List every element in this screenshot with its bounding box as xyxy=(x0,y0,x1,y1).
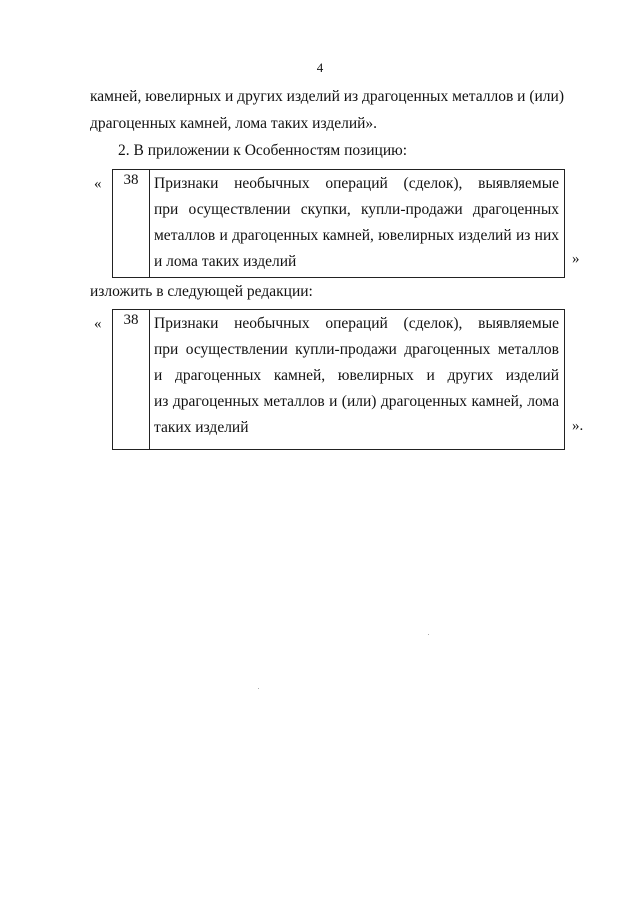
table-2-line-1: Признаки необычных операций (сделок), выявляемые xyxy=(154,315,559,332)
table-2 xyxy=(112,309,565,450)
paragraph-2: 2. В приложении к Особенностям позицию: xyxy=(118,142,408,159)
table-2-close-quote: ». xyxy=(572,418,584,434)
table-1-number-cell: 38 xyxy=(113,170,150,277)
paragraph-1-line-1: камней, ювелирных и других изделий из драгоценных металлов и (или) xyxy=(90,88,564,105)
table-2-line-2: при осуществлении купли-продажи драгоценных металлов xyxy=(154,341,559,358)
table-1-line-4: и лома таких изделий xyxy=(154,253,297,270)
table-1-line-3: металлов и драгоценных камней, ювелирных изделий из них xyxy=(154,227,559,244)
table-1-line-1: Признаки необычных операций (сделок), выявляемые xyxy=(154,175,559,192)
table-1-close-quote: » xyxy=(572,251,580,267)
table-2-open-quote: « xyxy=(94,316,102,332)
scan-speck xyxy=(428,634,429,635)
paragraph-3: изложить в следующей редакции: xyxy=(90,283,313,300)
scan-speck xyxy=(258,688,259,689)
table-2-line-4: из драгоценных металлов и (или) драгоценных камней, лома xyxy=(154,393,559,410)
table-2-line-3: и драгоценных камней, ювелирных и других изделий xyxy=(154,367,559,384)
page-number: 4 xyxy=(316,60,324,75)
table-1-line-2: при осуществлении скупки, купли-продажи драгоценных xyxy=(154,201,559,218)
table-1 xyxy=(112,169,565,278)
table-1-open-quote: « xyxy=(94,176,102,192)
table-2-number-cell: 38 xyxy=(113,310,150,449)
table-2-line-5: таких изделий xyxy=(154,419,249,436)
paragraph-1-line-2: драгоценных камней, лома таких изделий». xyxy=(90,115,378,132)
